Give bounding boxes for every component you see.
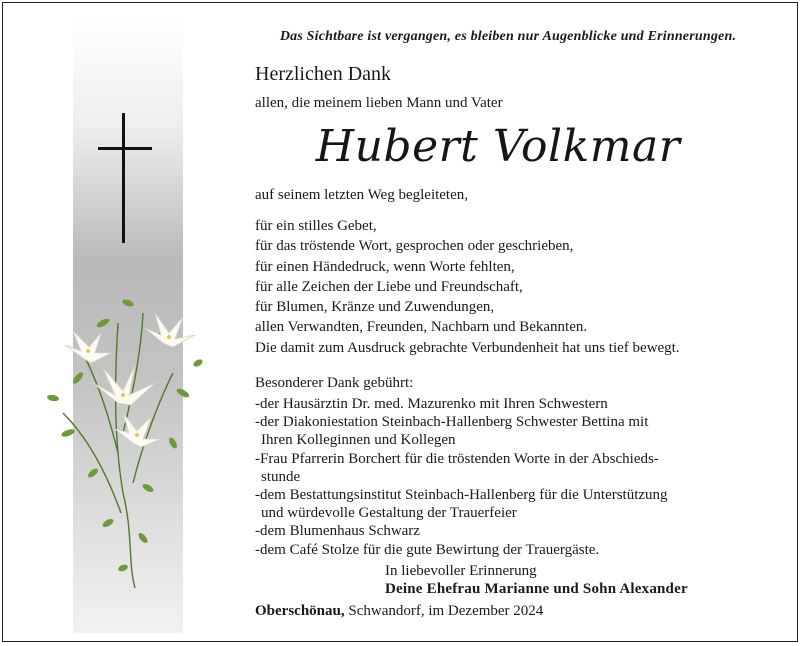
special-thanks-line: -der Hausärztin Dr. med. Mazurenko mit Ihren Schwestern bbox=[255, 396, 608, 412]
gratitude-line: für Blumen, Kränze und Zuwendungen, bbox=[255, 299, 495, 316]
gratitude-line: für einen Händedruck, wenn Worte fehlten, bbox=[255, 258, 515, 275]
gratitude-line: für ein stilles Gebet, bbox=[255, 218, 377, 234]
gratitude-line: allen Verwandten, Freunden, Nachbarn und Bekannten. bbox=[255, 319, 588, 336]
special-thanks-line: und würdevolle Gestaltung der Trauerfeier bbox=[261, 505, 517, 522]
place-date-line bbox=[255, 603, 543, 620]
deceased-name: Hubert Volkmar bbox=[315, 121, 681, 172]
gratitude-line: Die damit zum Ausdruck gebrachte Verbundenheit hat uns tief bewegt. bbox=[255, 339, 680, 356]
special-thanks-line: -der Diakoniestation Steinbach-Hallenberg Schwester Bettina mit bbox=[255, 414, 649, 431]
thanks-heading: Herzlichen Dank bbox=[255, 63, 392, 85]
special-thanks-line: -Frau Pfarrerin Borchert für die tröstenden Worte in der Abschieds- bbox=[255, 450, 659, 467]
after-name-line: auf seinem letzten Weg begleiteten, bbox=[255, 187, 469, 203]
gratitude-line: für das tröstende Wort, gesprochen oder geschrieben, bbox=[255, 238, 574, 255]
gratitude-line: für alle Zeichen der Liebe und Freundschaft, bbox=[255, 278, 523, 295]
place-date: Schwandorf, im Dezember 2024 bbox=[344, 603, 544, 619]
cross-icon bbox=[98, 113, 152, 243]
obituary-notice bbox=[2, 2, 798, 642]
lily-bouquet-icon bbox=[23, 283, 223, 593]
special-thanks-list bbox=[255, 395, 668, 559]
place-name: Oberschönau, bbox=[255, 603, 345, 619]
special-thanks-line: -dem Café Stolze für die gute Bewirtung der Trauergäste. bbox=[255, 541, 600, 558]
special-thanks-line: -dem Bestattungsinstitut Steinbach-Hallenberg für die Unterstützung bbox=[255, 487, 668, 504]
special-thanks-line: stunde bbox=[261, 468, 301, 485]
special-thanks-line: -dem Blumenhaus Schwarz bbox=[255, 523, 420, 540]
intro-line: allen, die meinem lieben Mann und Vater bbox=[255, 95, 503, 111]
signoff-line: In liebevoller Erinnerung bbox=[385, 563, 537, 579]
gratitude-list bbox=[255, 216, 680, 358]
special-thanks-line: Ihren Kolleginnen und Kollegen bbox=[261, 432, 456, 449]
special-thanks-title: Besonderer Dank gebührt: bbox=[255, 375, 414, 391]
motto-quote: Das Sichtbare ist vergangen, es bleiben nur Augenblicke und Erinnerungen. bbox=[279, 29, 737, 44]
family-signature: Deine Ehefrau Marianne und Sohn Alexander bbox=[385, 581, 688, 597]
